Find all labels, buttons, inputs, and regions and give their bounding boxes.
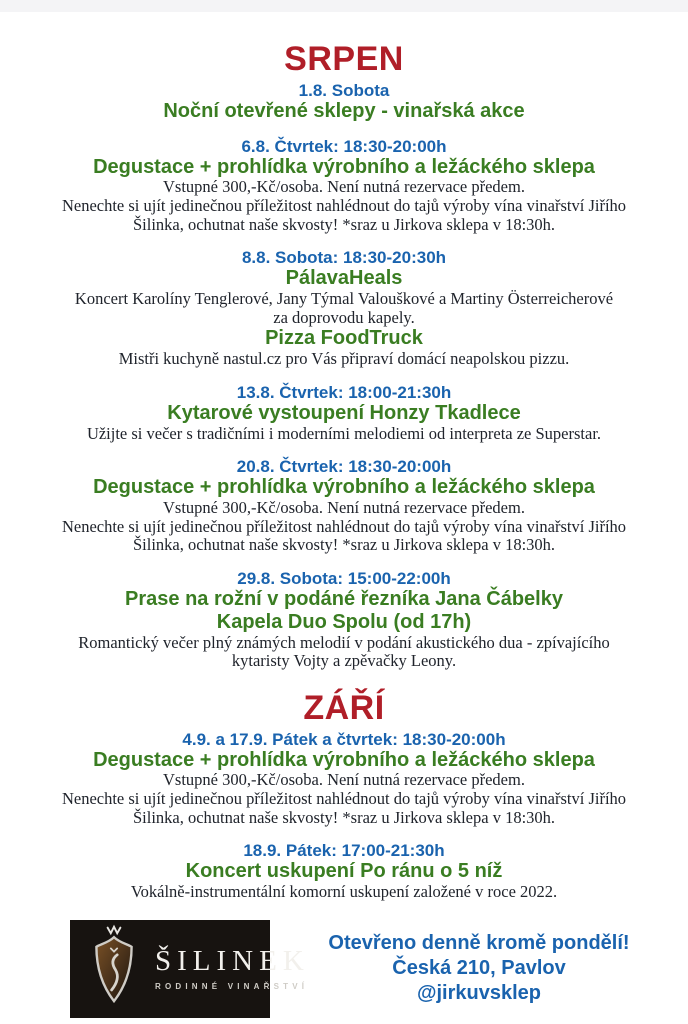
contact-info [270,931,688,1006]
event-title: Degustace + prohlídka výrobního a ležáckého sklepa [93,476,595,499]
month-title: SRPEN [284,40,404,78]
event-body: Vstupné 300,-Kč/osoba. Není nutná rezervace předem. [163,770,525,790]
event-block [0,841,688,901]
event-poster [0,12,688,1018]
event-date: 4.9. a 17.9. Pátek a čtvrtek: 18:30-20:00h [182,729,506,749]
event-date: 18.9. Pátek: 17:00-21:30h [243,841,445,861]
event-body: Vokálně-instrumentální komorní uskupení založené v roce 2022. [130,882,558,902]
event-block [0,137,688,235]
month-section [0,42,688,671]
event-body: Užijte si večer s tradičními i moderními melodiemi od interpreta ze Superstar. [86,423,602,443]
event-date: 29.8. Sobota: 15:00-22:00h [237,569,451,589]
event-block [0,81,688,123]
event-body: Nenechte si ujít jedinečnou příležitost nahlédnout do tajů výroby vína vinařství Jiřího [61,789,627,809]
months [0,42,688,902]
event-title: Pizza FoodTruck [265,327,423,350]
event-date: 6.8. Čtvrtek: 18:30-20:00h [241,136,447,156]
event-body: Šilinka, ochutnat naše skvosty! *sraz u Jirkova sklepa v 18:30h. [132,807,556,827]
address: Česká 210, Pavlov [392,957,566,980]
event-body: Mistři kuchyně nastul.cz pro Vás připraví domácí neapolskou pizzu. [118,349,570,369]
logo-brand: ŠILINEK [155,944,310,977]
event-body: Nenechte si ujít jedinečnou příležitost nahlédnout do tajů výroby vína vinařství Jiřího [61,195,627,215]
event-date: 13.8. Čtvrtek: 18:00-21:30h [236,382,452,402]
social-handle: @jirkuvsklep [416,982,541,1005]
winery-logo [70,920,310,1018]
event-date: 1.8. Sobota [298,80,390,100]
event-body: Vstupné 300,-Kč/osoba. Není nutná rezervace předem. [163,177,525,197]
footer [0,920,688,1018]
event-block [0,730,688,828]
month-title: ZÁŘÍ [303,688,385,727]
event-body: Nenechte si ujít jedinečnou příležitost nahlédnout do tajů výroby vína vinařství Jiřího [61,516,627,536]
top-strip [0,0,688,12]
event-block [0,569,688,671]
event-body: Vstupné 300,-Kč/osoba. Není nutná rezervace předem. [163,498,525,518]
event-body: Koncert Karolíny Tenglerové, Jany Týmal Valouškové a Martiny Österreicherové [74,289,614,309]
opening-hours: Otevřeno denně kromě pondělí! [328,932,630,955]
shield-crest-icon [86,924,142,1013]
event-body: Šilinka, ochutnat naše skvosty! *sraz u Jirkova sklepa v 18:30h. [132,535,556,555]
event-date: 20.8. Čtvrtek: 18:30-20:00h [236,457,452,477]
event-title: Degustace + prohlídka výrobního a ležáckého sklepa [93,748,595,771]
event-title: Koncert uskupení Po ránu o 5 níž [185,860,503,883]
event-title: Prase na rožní v podáné řezníka Jana Čábelky [125,588,563,611]
event-block [0,457,688,555]
event-body: Šilinka, ochutnat naše skvosty! *sraz u Jirkova sklepa v 18:30h. [132,214,556,234]
event-title: PálavaHeals [285,267,403,290]
event-block [0,248,688,369]
month-section [0,688,688,902]
event-title: Kytarové vystoupení Honzy Tkadlece [167,401,521,424]
event-title: Kapela Duo Spolu (od 17h) [216,610,472,633]
event-date: 8.8. Sobota: 18:30-20:30h [241,248,447,268]
event-block [0,383,688,443]
event-title: Degustace + prohlídka výrobního a ležáckého sklepa [93,155,595,178]
event-body: kytaristy Vojty a zpěvačky Leony. [231,651,457,671]
event-body: Romantický večer plný známých melodií v podání akustického dua - zpívajícího [78,632,610,652]
event-title: Noční otevřené sklepy - vinařská akce [163,99,525,122]
logo-subtitle: RODINNÉ VINAŘSTVÍ [155,981,309,991]
event-body: za doprovodu kapely. [273,307,415,327]
